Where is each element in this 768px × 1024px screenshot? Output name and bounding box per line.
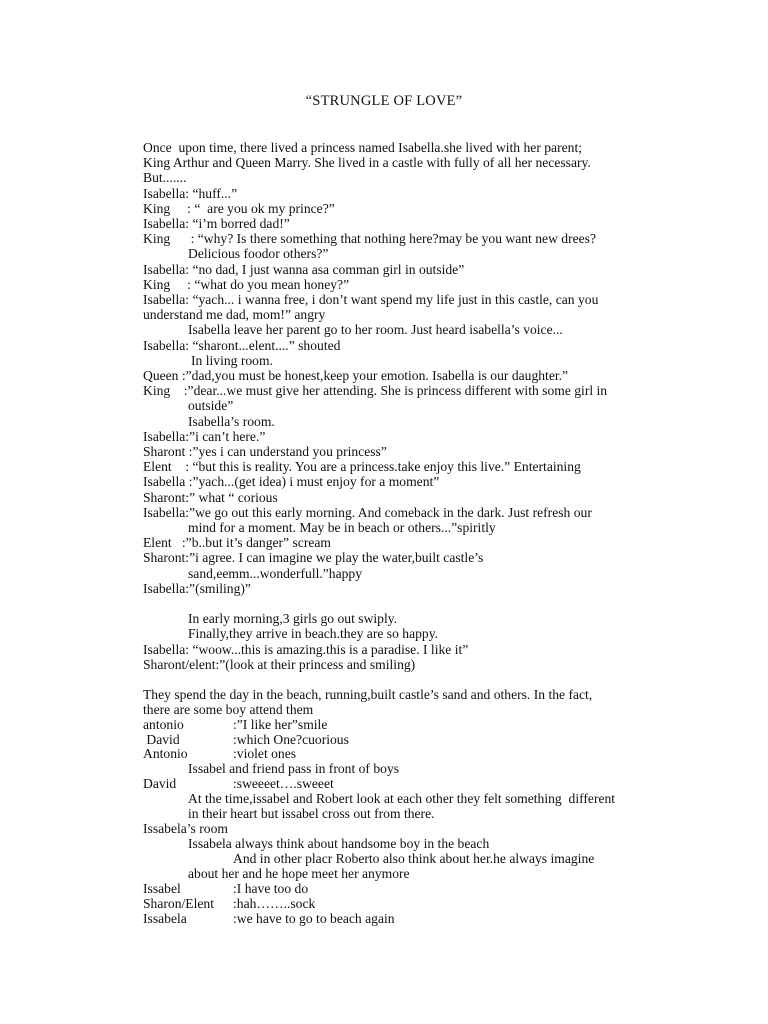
story-line: about her and he hope meet her anymore bbox=[188, 866, 410, 881]
story-line: But....... bbox=[143, 170, 187, 185]
dialogue-text: :we have to go to beach again bbox=[233, 911, 395, 926]
story-line: Elent :”b..but it’s danger” scream bbox=[143, 535, 331, 550]
story-line: In early morning,3 girls go out swiply. bbox=[188, 611, 398, 626]
story-line: Isabella leave her parent go to her room. Just heard isabella’s voice... bbox=[188, 322, 563, 337]
story-line: outside” bbox=[188, 398, 234, 413]
dialogue-text: :”I like her”smile bbox=[233, 717, 328, 732]
story-line: King : “ are you ok my prince?” bbox=[143, 201, 335, 216]
story-line: Sharont :”yes i can understand you princess” bbox=[143, 444, 387, 459]
dialogue-text: :hah……..sock bbox=[233, 896, 316, 911]
story-line: Isabella: “huff...” bbox=[143, 186, 238, 201]
story-line: Isabella’s room. bbox=[188, 414, 275, 429]
dialogue-speaker: David bbox=[143, 776, 177, 791]
story-line: Queen :”dad,you must be honest,keep your emotion. Isabella is our daughter.” bbox=[143, 368, 569, 383]
dialogue-speaker: David bbox=[143, 732, 180, 747]
story-line: Isabella: “yach... i wanna free, i don’t want spend my life just in this castle, can you bbox=[143, 292, 599, 307]
story-line: Isabella:”we go out this early morning. And comeback in the dark. Just refresh our bbox=[143, 505, 592, 520]
dialogue-speaker: antonio bbox=[143, 717, 184, 732]
story-line: Issabela’s room bbox=[143, 821, 228, 836]
story-line: Issabela always think about handsome boy in the beach bbox=[188, 836, 490, 851]
story-line: Finally,they arrive in beach.they are so happy. bbox=[188, 626, 439, 641]
story-line: Isabella: “i’m borred dad!” bbox=[143, 216, 290, 231]
story-line: Sharont:” what “ corious bbox=[143, 490, 278, 505]
story-line: Isabella: “sharont...elent....” shouted bbox=[143, 338, 341, 353]
story-line: Isabella :”yach...(get idea) i must enjoy for a moment” bbox=[143, 474, 440, 489]
story-line: In living room. bbox=[191, 353, 273, 368]
story-line: in their heart but issabel cross out from there. bbox=[188, 806, 435, 821]
story-line: Isabella:”(smiling)” bbox=[143, 581, 251, 596]
dialogue-speaker: Sharon/Elent bbox=[143, 896, 214, 911]
story-line: Elent : “but this is reality. You are a princess.take enjoy this live.” Entertaining bbox=[143, 459, 581, 474]
story-line: mind for a moment. May be in beach or others...”spiritly bbox=[188, 520, 496, 535]
story-line: Isabella:”i can’t here.” bbox=[143, 429, 266, 444]
story-line: King :”dear...we must give her attending. She is princess different with some girl in bbox=[143, 383, 608, 398]
dialogue-speaker: Antonio bbox=[143, 746, 188, 761]
story-line: Isabella: “woow...this is amazing.this is a paradise. I like it” bbox=[143, 642, 469, 657]
story-line: Sharont:”i agree. I can imagine we play the water,built castle’s bbox=[143, 550, 484, 565]
story-line: They spend the day in the beach, running,built castle’s sand and others. In the fact, bbox=[143, 687, 593, 702]
story-line: Issabel and friend pass in front of boys bbox=[188, 761, 400, 776]
story-line: Once upon time, there lived a princess named Isabella.she lived with her parent; bbox=[143, 140, 583, 155]
story-line: King : “why? Is there something that nothing here?may be you want new drees? bbox=[143, 231, 596, 246]
dialogue-speaker: Issabela bbox=[143, 911, 187, 926]
story-line: Sharont/elent:”(look at their princess and smiling) bbox=[143, 657, 416, 672]
story-line: Delicious foodor others?” bbox=[188, 246, 329, 261]
story-line: At the time,issabel and Robert look at each other they felt something different bbox=[188, 791, 616, 806]
story-line: there are some boy attend them bbox=[143, 702, 314, 717]
dialogue-text: :sweeeet….sweeet bbox=[233, 776, 334, 791]
story-line: King : “what do you mean honey?” bbox=[143, 277, 350, 292]
story-title: “STRUNGLE OF LOVE” bbox=[305, 93, 463, 109]
story-line: And in other placr Roberto also think about her.he always imagine bbox=[233, 851, 595, 866]
story-line: understand me dad, mom!” angry bbox=[143, 307, 326, 322]
dialogue-text: :which One?cuorious bbox=[233, 732, 349, 747]
dialogue-speaker: Issabel bbox=[143, 881, 181, 896]
story-line: sand,eemm...wonderfull.”happy bbox=[188, 566, 363, 581]
dialogue-text: :violet ones bbox=[233, 746, 297, 761]
story-line: Isabella: “no dad, I just wanna asa comman girl in outside” bbox=[143, 262, 465, 277]
story-line: King Arthur and Queen Marry. She lived in a castle with fully of all her necessary. bbox=[143, 155, 591, 170]
dialogue-text: :I have too do bbox=[233, 881, 309, 896]
